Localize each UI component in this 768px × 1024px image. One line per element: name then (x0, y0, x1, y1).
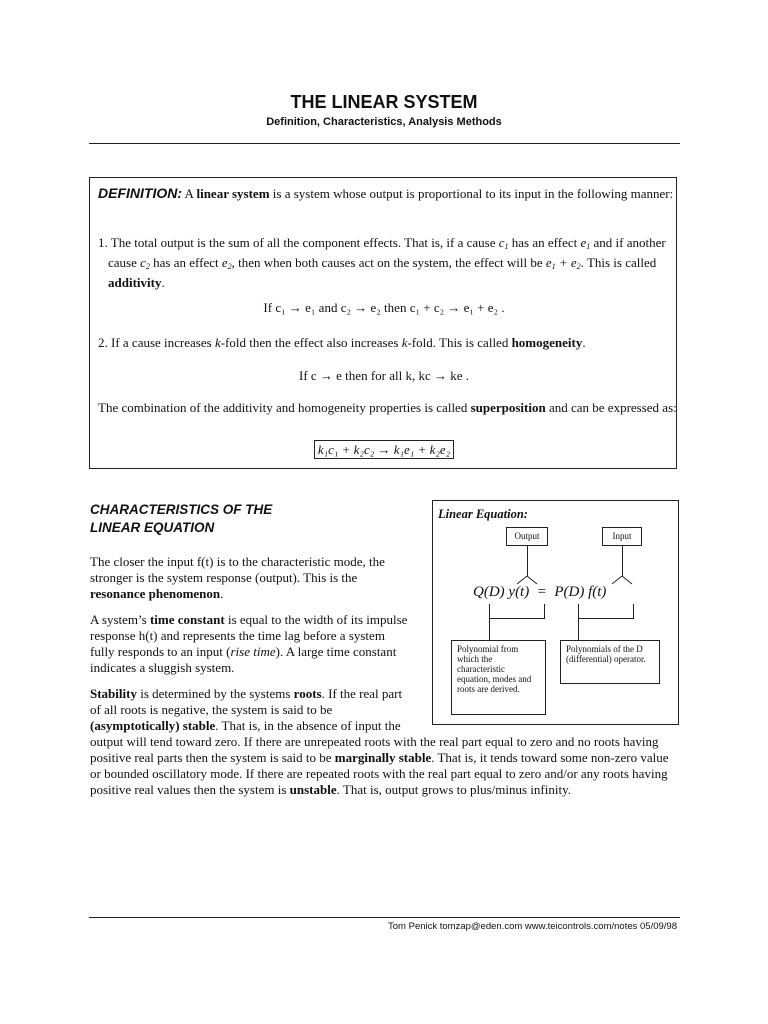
equation-superposition-wrap (0, 442, 768, 458)
characteristics-heading: CHARACTERISTICS OF THE LINEAR EQUATION (90, 502, 273, 535)
equation-homogeneity: If c → e then for all k, kc → ke . (298, 368, 470, 383)
resonance-paragraph: The closer the input f(t) is to the characteristic mode, the stronger is the system response (output). This is the resonance phenomenon. (90, 554, 385, 601)
polynomial-note-right: Polynomials of the D (differential) operator. (560, 640, 660, 684)
term-superposition: superposition (470, 400, 546, 415)
intro-text-a: A (184, 186, 194, 201)
term-resonance: resonance phenomenon (90, 586, 221, 601)
definition-item-1: 1. The total output is the sum of all the component effects. That is, if a cause $c_1$ has an effect $e_1$ and if another cause $c_2$ has an effect $e_2$, then when both causes act on the system, the effect will be $e_1 + e_2$. This is called additivity. (98, 235, 666, 290)
term-additivity: additivity (108, 275, 162, 290)
page-title: THE LINEAR SYSTEM (290, 92, 478, 112)
term-stability: Stability (90, 686, 137, 701)
linear-equation: Q(D) y(t) = P(D) f(t) (473, 584, 607, 600)
definition-label: DEFINITION: (98, 185, 182, 201)
page-subtitle: Definition, Characteristics, Analysis Methods (266, 116, 502, 128)
input-label-box: Input (602, 527, 642, 546)
term-linear-system: linear system (196, 186, 270, 201)
definition-intro (98, 185, 678, 202)
term-time-constant: time constant (149, 612, 225, 627)
figure-title: Linear Equation: (438, 507, 528, 521)
header-rule (89, 143, 680, 144)
definition-superposition: The combination of the additivity and homogeneity properties is called superposition and can be expressed as: (98, 400, 677, 415)
stability-paragraph: Stability is determined by the systems roots. If the real part of all roots is negative, the system is said to be (asymptotically) stable. That is, in the absence of input the output will tend toward zero. If there are unrepeated roots with the real part equal to zero and no roots having positive real parts then the system is said to be marginally stable. That is, it tends toward some non-zero value or bounded oscillatory mode. If there are repeated roots with the real part equal to zero and/or any roots having positive real values then the system is unstable. That is, output grows to plus/minus infinity. (90, 686, 669, 797)
footer-text: Tom Penick tomzap@eden.com www.teicontrols.com/notes 05/09/98 (388, 921, 677, 932)
equation-additivity: If c₁ → e₁ and c₂ → e₂ then c₁ + c₂ → e₁ + e₂ . (263, 300, 505, 315)
term-homogeneity: homogeneity (511, 335, 583, 350)
time-constant-paragraph: A system’s time constant is equal to the width of its impulse response h(t) and represents the time lag before a system fully responds to an input (rise time). A large time constant indicates a sluggish system. (90, 612, 408, 675)
intro-text-b: is a system whose output is proportional to its input in the following manner: (272, 186, 674, 201)
footer-rule (89, 917, 680, 918)
definition-item-2: 2. If a cause increases k-fold then the effect also increases k-fold. This is called homogeneity. (98, 335, 586, 350)
definition-box (89, 177, 677, 469)
output-label-box: Output (506, 527, 548, 546)
polynomial-note-left: Polynomial from which the characteristic equation, modes and roots are derived. (451, 640, 546, 715)
equation-superposition: k₁c₁ + k₂c₂ → k₁e₁ + k₂e₂ (314, 440, 454, 459)
